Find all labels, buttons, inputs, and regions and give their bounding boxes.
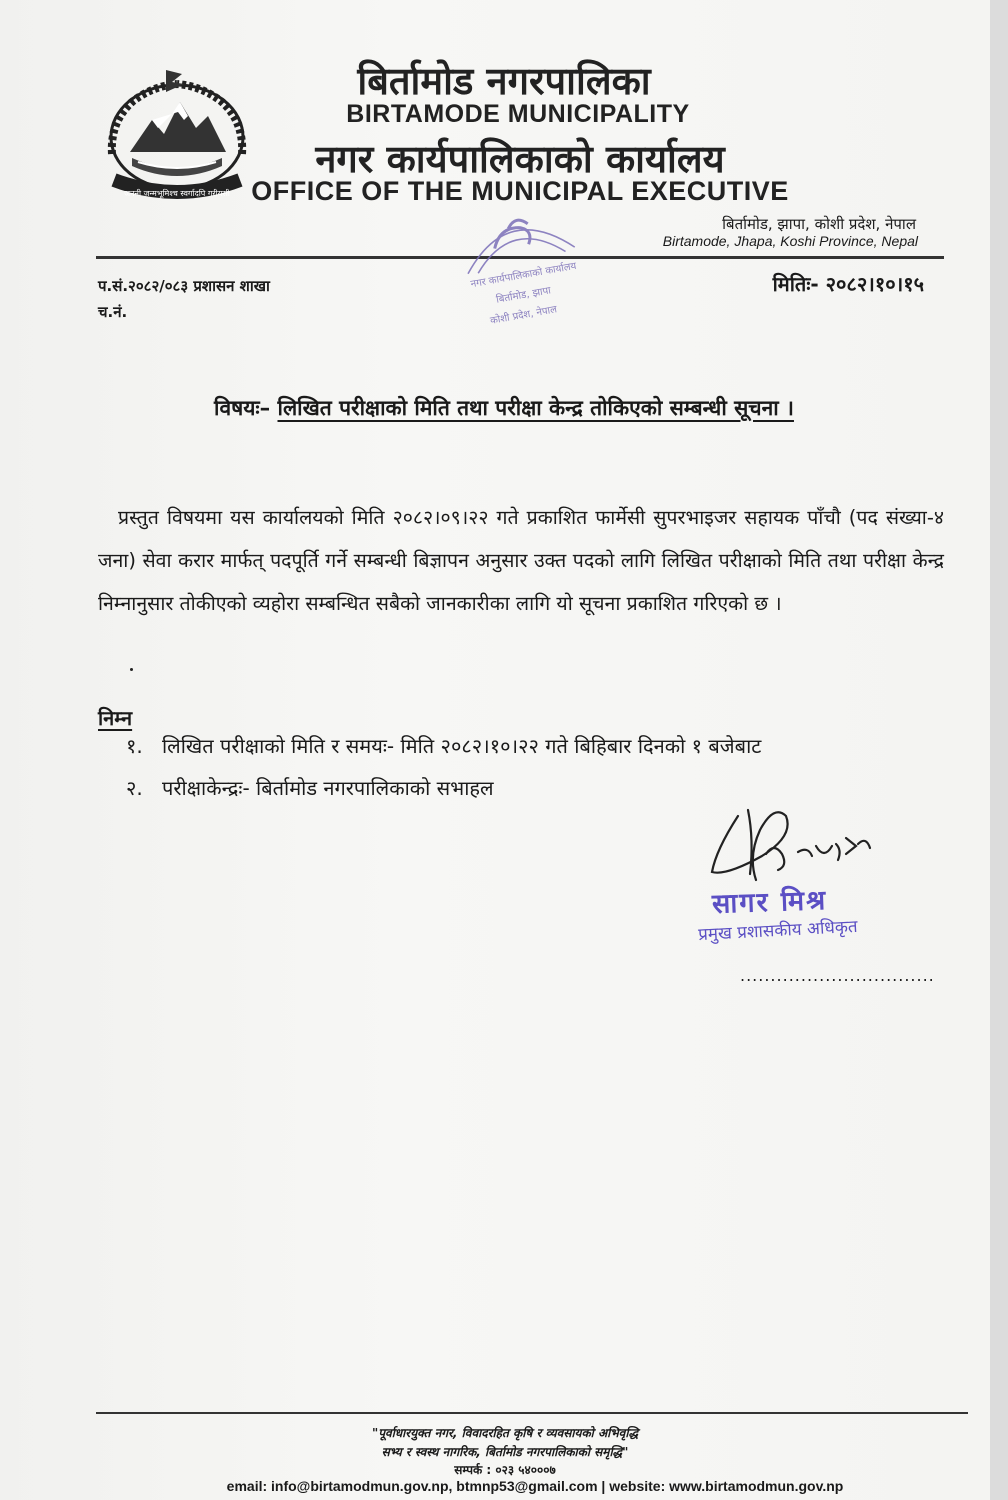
- notice-date: मितिः- २०८२।१०।१५: [772, 272, 924, 296]
- municipality-name-en: BIRTAMODE MUNICIPALITY: [346, 100, 690, 128]
- signatory-title: प्रमुख प्रशासकीय अधिकृत: [697, 916, 859, 946]
- footer-slogan-1: "पूर्वाधारयुक्त नगर, विवादरहित कृषि र व्यवसायको अभिवृद्धि: [371, 1426, 639, 1440]
- footer-slogan-2: सभ्य र स्वस्थ नागरिक, बिर्तामोड नगरपालिकाको समृद्धि": [381, 1445, 629, 1459]
- item-text: परीक्षाकेन्द्रः- बिर्तामोड नगरपालिकाको सभाहल: [162, 776, 494, 800]
- subject-line: [214, 394, 794, 422]
- details-heading: निम्न: [98, 706, 133, 730]
- office-name-en: OFFICE OF THE MUNICIPAL EXECUTIVE: [251, 176, 789, 206]
- subject-text: लिखित परीक्षाको मिति तथा परीक्षा केन्द्र तोकिएको सम्बन्धी सूचना ।: [277, 396, 794, 420]
- stamp-line1: नगर कार्यपालिकाको कार्यालय: [469, 260, 578, 291]
- stray-dot: [130, 668, 133, 671]
- municipality-name-np: बिर्तामोड नगरपालिका: [357, 59, 651, 103]
- address-en: Birtamode, Jhapa, Koshi Province, Nepal: [662, 233, 918, 249]
- office-name-np: नगर कार्यपालिकाको कार्यालय: [315, 137, 725, 181]
- footer-contact: email: info@birtamodmun.gov.np, btmnp53@gmail.com | website: www.birtamodmun.gov.np: [226, 1478, 844, 1494]
- stamp-line3: कोशी प्रदेश, नेपाल: [489, 304, 558, 327]
- item-text: लिखित परीक्षाको मिति र समयः- मिति २०८२।१०।२२ गते बिहिबार दिनको १ बजेबाट: [162, 734, 762, 758]
- details-item: [126, 774, 494, 801]
- body-paragraph: प्रस्तुत विषयमा यस कार्यालयको मिति २०८२।०९।२२ गते प्रकाशित फार्मेसी सुपरभाइजर सहायक पाँचौ (पद संख्या-४ जना) सेवा करार मार्फत् पदपूर्ति गर्ने सम्बन्धी बिज्ञापन अनुसार उक्त पदको लागि लिखित परीक्षाको मिति तथा परीक्षा केन्द्र निम्नानुसार तोकीएको व्यहोरा सम्बन्धित सबैको जानकारीका लागि यो सूचना प्रकाशित गरिएको छ ।: [98, 506, 944, 615]
- office-stamp-icon: [440, 200, 610, 350]
- item-number: १.: [126, 734, 143, 758]
- stamp-line2: बिर्तामोड, झापा: [495, 285, 552, 306]
- dispatch-number: च.नं.: [98, 303, 128, 321]
- footer-divider: [96, 1412, 968, 1414]
- reference-number: प.सं.२०८२/०८३ प्रशासन शाखा: [98, 277, 270, 295]
- address-np: बिर्तामोड, झापा, कोशी प्रदेश, नेपाल: [722, 215, 916, 233]
- details-item: [126, 732, 761, 759]
- signature-dotted-line: ................................: [740, 966, 935, 985]
- signatory-name: सागर मिश्र: [711, 884, 828, 920]
- item-number: २.: [126, 776, 143, 800]
- emblem-motto: जननी जन्मभूमिश्च स्वर्गादपि गरीयसी: [124, 189, 230, 198]
- footer-phone: सम्पर्क : ०२३ ५४०००७: [454, 1463, 556, 1477]
- subject-label: विषयः–: [214, 396, 271, 420]
